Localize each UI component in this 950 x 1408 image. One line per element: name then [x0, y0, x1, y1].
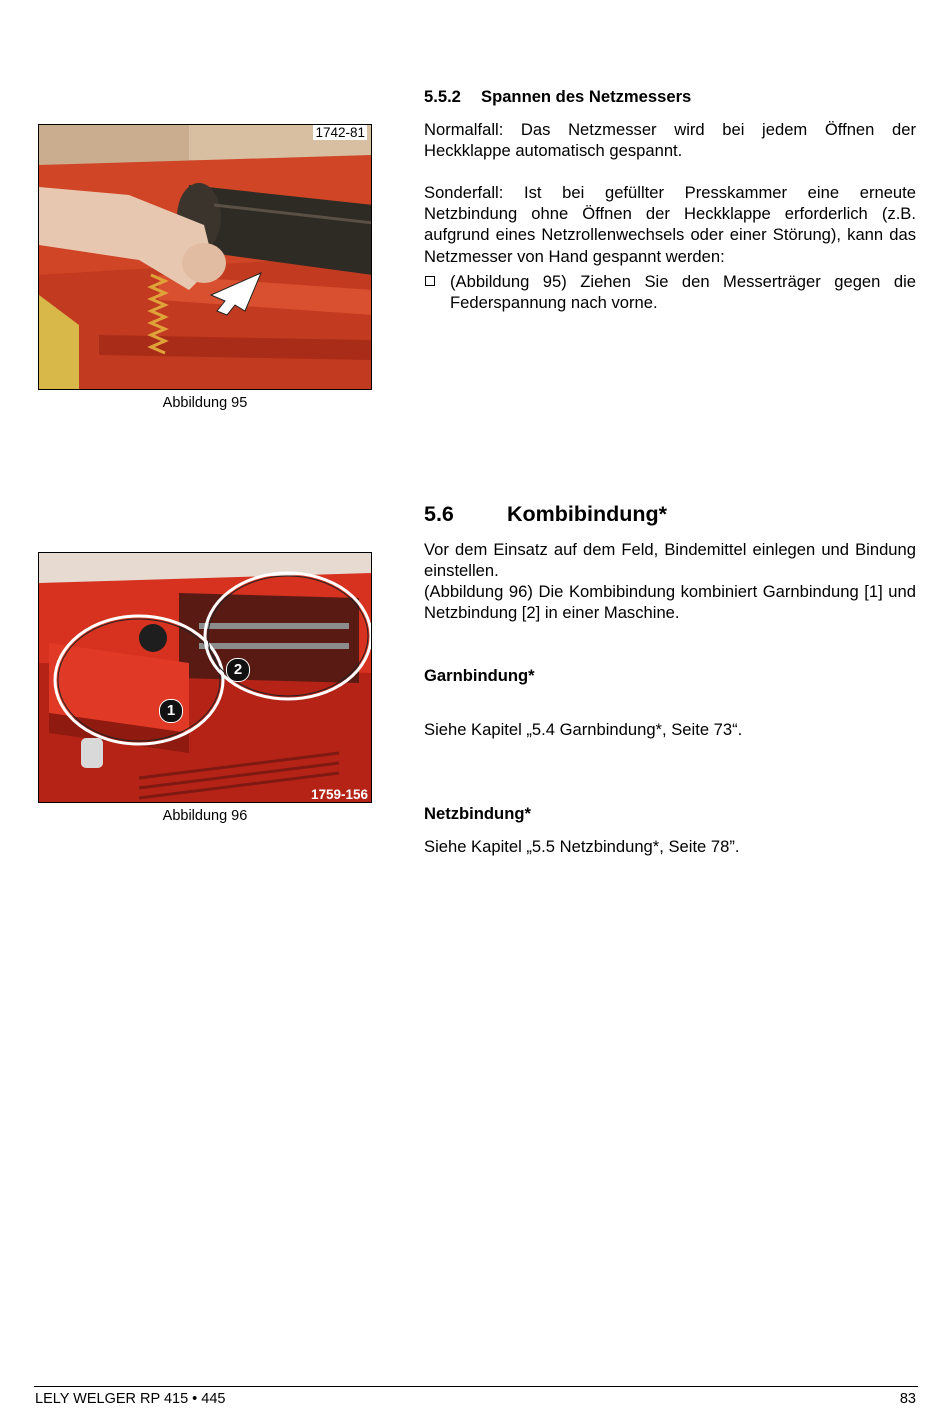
section-number: 5.5.2 — [424, 87, 461, 106]
figure-95-photo — [38, 124, 372, 390]
section-5-6-paragraph-1: Vor dem Einsatz auf dem Feld, Bindemittel einlegen und Bindung einstellen. — [424, 540, 916, 581]
checkbox-bullet-icon — [425, 276, 435, 286]
footer-page-number: 83 — [899, 1391, 916, 1407]
section-number: 5.6 — [424, 502, 454, 526]
section-title: Kombibindung* — [507, 502, 668, 526]
garnbindung-reference: Siehe Kapitel „5.4 Garnbindung*, Seite 73“. — [424, 720, 743, 739]
marker-2-badge: 2 — [226, 658, 250, 682]
section-5-5-2-bullet: (Abbildung 95) Ziehen Sie den Messerträger gegen die Federspannung nach vorne. — [450, 272, 916, 313]
marker-1-badge: 1 — [159, 699, 183, 723]
figure-96-photo — [38, 552, 372, 803]
netzbindung-heading: Netzbindung* — [424, 804, 531, 823]
section-5-5-2-paragraph-1: Normalfall: Das Netzmesser wird bei jedem Öffnen der Heckklappe automatisch gespannt. — [424, 120, 916, 161]
footer-product-name: LELY WELGER RP 415 • 445 — [35, 1391, 226, 1407]
section-title: Spannen des Netzmessers — [481, 87, 692, 106]
section-5-5-2-paragraph-2: Sonderfall: Ist bei gefüllter Presskammer eine erneute Netzbindung ohne Öffnen der Heckklappe erforderlich (z.B. aufgrund eines Netzrollenwechsels oder einer Störung), kann das Netzmesser von Hand gespannt werden: — [424, 183, 916, 266]
section-5-6-paragraph-2: (Abbildung 96) Die Kombibindung kombiniert Garnbindung [1] und Netzbindung [2] in einer Maschine. — [424, 582, 916, 623]
garnbindung-heading: Garnbindung* — [424, 666, 535, 685]
figure-96-caption: Abbildung 96 — [162, 808, 248, 824]
figure-95-code: 1742-81 — [315, 125, 365, 140]
netzbindung-reference: Siehe Kapitel „5.5 Netzbindung*, Seite 78”. — [424, 837, 740, 856]
figure-95-caption: Abbildung 95 — [162, 395, 248, 411]
figure-96-code: 1759-156 — [310, 787, 368, 802]
section-5-6-heading — [424, 502, 667, 527]
figure-95-illustration — [39, 125, 372, 390]
section-5-5-2-heading — [424, 87, 691, 107]
footer-divider — [34, 1386, 918, 1387]
figure-96-illustration — [39, 553, 372, 803]
